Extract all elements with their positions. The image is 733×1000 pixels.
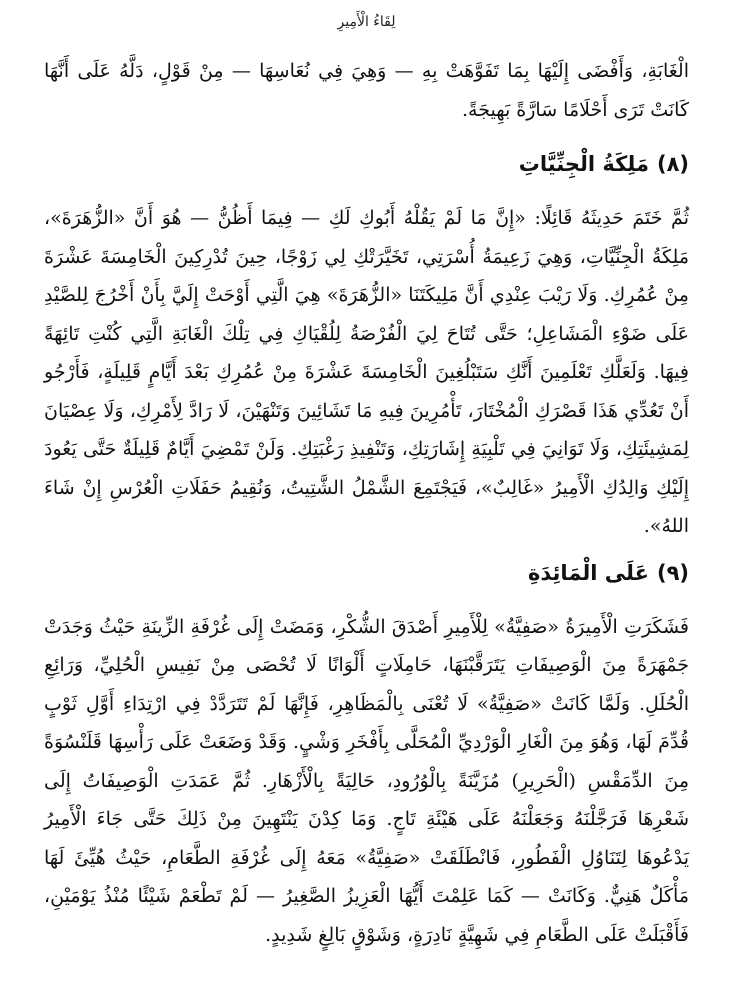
section-8-paragraph: ثُمَّ خَتَمَ حَدِيثَهُ قَائِلًا: «إِنَّ مَا لَمْ يَقُلْهُ أَبُوكِ لَكِ — فِيمَا أَظُنُّ — هُوَ أَنَّ «الزُّهَرَةَ»، مَلِكَةُ الْجِنِّيَّاتِ، وَهِيَ زَعِيمَةُ أُسْرَتِي، تَخَيَّرَتْكِ لِي زَوْجًا، حِينَ تُدْرِكِينَ الْخَامِسَةَ عَشْرَةَ مِنْ عُمُرِكِ. وَلَا رَيْبَ عِنْدِي أَنَّ مَلِيكَتَنَا «الزُّهَرَةَ» هِيَ الَّتِي أَوْحَتْ إِلَيَّ بِأَنْ أَخْرُجَ لِلصَّيْدِ عَلَى ضَوْءِ الْمَشَاعِلِ؛ حَتَّى تُتَاحَ لِيَ الْفُرْصَةُ لِلُقْيَاكِ فِي تِلْكَ الْغَابَةِ الَّتِي كُنْتِ تَائِهَةً فِيهَا. وَلَعَلَّكِ تَعْلَمِينَ أَنَّكِ سَتَبْلُغِينَ الْخَامِسَةَ عَشْرَةَ مِنْ عُمُرِكِ بَعْدَ أَيَّامٍ قَلِيلَةٍ، فَأَرْجُو أَنْ تَعُدِّي هَذَا قَصْرَكِ الْمُخْتَارَ، تَأْمُرِينَ فِيهِ مَا تَشَائِينَ وَتَنْهَيْنَ، لَا رَادَّ لِأَمْرِكِ، وَلَا عِصْيَانَ لِمَشِيئَتِكِ، وَلَا تَوَانِيَ فِي تَلْبِيَةِ إِشَارَتِكِ، وَتَنْفِيذِ رَغْبَتِكِ. وَلَنْ تَمْضِيَ أَيَّامٌ قَلِيلَةٌ حَتَّى يَعُودَ إِلَيْكِ وَالِدُكِ الْأَمِيرُ «غَالِبٌ»، فَيَجْتَمِعَ الشَّمْلُ الشَّتِيتُ، وَنُقِيمُ حَفَلَاتِ الْعُرْسِ إِنْ شَاءَ اللهُ». xyxy=(44,207,689,537)
section-number: (٨) xyxy=(656,152,689,176)
section-heading-9 xyxy=(44,558,689,588)
intro-paragraph: الْغَابَةِ، وَأَفْضَى إِلَيْهَا بِمَا تَفَوَّهَتْ بِهِ — وَهِيَ فِي نُعَاسِهَا — مِنْ قَوْلٍ، دَلَّهُ عَلَى أَنَّهَا كَانَتْ تَرَى أَحْلَامًا سَارَّةً بَهِيجَةً. xyxy=(44,60,689,121)
section-title: عَلَى الْمَائِدَةِ xyxy=(528,560,649,585)
running-head: لِقَاءُ الْأَمِيرِ xyxy=(337,14,396,30)
section-heading-8 xyxy=(44,149,689,179)
section-number: (٩) xyxy=(656,560,689,585)
section-title: مَلِكَةُ الْجِنِّيَّاتِ xyxy=(518,152,649,176)
section-9-paragraph: فَشَكَرَتِ الْأَمِيرَةُ «صَفِيَّةُ» لِلْأَمِيرِ أَصْدَقَ الشُّكْرِ، وَمَضَتْ إِلَى غُرْفَةِ الزِّينَةِ حَيْثُ وَجَدَتْ جَمْهَرَةً مِنَ الْوَصِيفَاتِ يَتَرَقَّبْنَهَا، حَامِلَاتٍ أَلْوَانًا لَا تُحْصَى مِنْ نَفِيسِ الْحُلِيِّ، وَرَائِعِ الْحُلَلِ. وَلَمَّا كَانَتْ «صَفِيَّةُ» لَا تُعْنَى بِالْمَظَاهِرِ، فَإِنَّهَا لَمْ تَتَرَدَّدْ فِي ارْتِدَاءِ أَوَّلِ ثَوْبٍ قُدِّمَ لَهَا، وَهُوَ مِنَ الْغَارِ الْوَرْدِيِّ الْمُحَلَّى بِأَفْخَرِ وَشْيٍ. وَقَدْ وَضَعَتْ عَلَى رَأْسِهَا قَلَنْسُوَةً مِنَ الدِّمَقْسِ (الْحَرِيرِ) مُزَيَّنَةً بِالْوُرُودِ، حَالِيَةً بِالْأَزْهَارِ. ثُمَّ عَمَدَتِ الْوَصِيفَاتُ إِلَى شَعْرِهَا فَرَجَّلْنَهُ وَجَعَلْنَهُ عَلَى هَيْئَةِ تَاجٍ. وَمَا كِدْنَ يَنْتَهِينَ مِنْ ذَلِكَ حَتَّى جَاءَ الْأَمِيرُ يَدْعُوهَا لِتَنَاوُلِ الْفَطُورِ، فَانْطَلَقَتْ «صَفِيَّةُ» مَعَهُ إِلَى غُرْفَةِ الطَّعَامِ، حَيْثُ هُيِّئَ لَهَا مَأْكَلٌ هَنِيٌّ. وَكَانَتْ — كَمَا عَلِمْتَ أَيُّهَا الْعَزِيزُ الصَّغِيرُ — لَمْ تَطْعَمْ شَيْئًا مُنْذُ يَوْمَيْنِ، فَأَقْبَلَتْ عَلَى الطَّعَامِ فِي شَهِيَّةٍ نَادِرَةٍ، وَشَوْقٍ بَالِغٍ شَدِيدٍ. xyxy=(44,615,689,946)
